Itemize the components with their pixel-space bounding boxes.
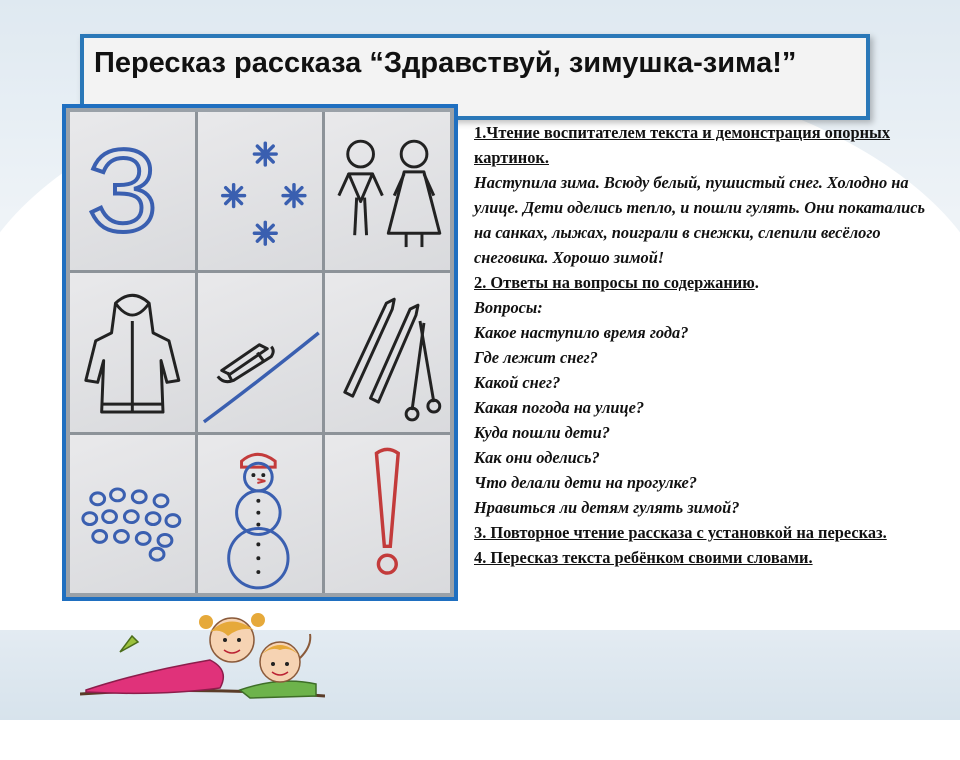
snowflake-icon bbox=[222, 185, 244, 207]
boy-icon bbox=[339, 141, 383, 235]
snowflake-icon bbox=[254, 222, 276, 244]
step3-heading: 3. Повторное чтение рассказа с установкой на пересказ. bbox=[474, 523, 887, 542]
girl-icon bbox=[389, 141, 440, 247]
question-item: Куда пошли дети? bbox=[474, 423, 610, 442]
question-item: Что делали дети на прогулке? bbox=[474, 473, 697, 492]
pictogram-grid bbox=[70, 112, 450, 593]
slide-title: Пересказ рассказа “Здравствуй, зимушка-зима!” bbox=[94, 47, 797, 79]
step2-heading: 2. Ответы на вопросы по содержанию bbox=[474, 273, 755, 292]
snowballs-icon bbox=[83, 489, 180, 560]
instructions-column bbox=[474, 120, 926, 570]
exclamation-icon bbox=[377, 449, 399, 573]
pictogram-panel bbox=[62, 104, 458, 601]
pictogram-children bbox=[325, 112, 450, 270]
step1-heading: 1.Чтение воспитателем текста и демонстрация опорных картинок. bbox=[474, 123, 891, 167]
question-item: Какой снег? bbox=[474, 373, 561, 392]
pictogram-snowballs bbox=[70, 435, 195, 593]
coat-icon bbox=[86, 296, 179, 413]
snowflake-icon bbox=[254, 143, 276, 165]
letter-z-glyph: З bbox=[87, 125, 159, 257]
girl-lying-icon bbox=[86, 613, 265, 693]
pictogram-sled bbox=[198, 273, 323, 431]
question-item: Нравиться ли детям гулять зимой? bbox=[474, 498, 740, 517]
pictogram-skis bbox=[325, 273, 450, 431]
story-text: Наступила зима. Всюду белый, пушистый снег. Холодно на улице. Дети оделись тепло, и пошли гулять. Они покатались на санках, лыжах, поиграли в снежки, слепили весёлого снеговика. Хорошо зимой! bbox=[474, 173, 926, 267]
step4-heading: 4. Пересказ текста ребёнком своими словами. bbox=[474, 548, 813, 567]
snowman-icon bbox=[228, 454, 287, 588]
pictogram-letter-z bbox=[70, 112, 195, 270]
question-item: Как они оделись? bbox=[474, 448, 600, 467]
question-item: Какое наступило время года? bbox=[474, 323, 689, 342]
skis-icon bbox=[345, 300, 440, 421]
question-item: Где лежит снег? bbox=[474, 348, 598, 367]
step2-line bbox=[474, 270, 926, 295]
pictogram-coat bbox=[70, 273, 195, 431]
questions-label: Вопросы: bbox=[474, 298, 543, 317]
question-item: Какая погода на улице? bbox=[474, 398, 645, 417]
step2-dot: . bbox=[754, 273, 759, 292]
pictogram-exclamation bbox=[325, 435, 450, 593]
pictogram-snowflakes bbox=[198, 112, 323, 270]
pictogram-snowman bbox=[198, 435, 323, 593]
children-illustration bbox=[80, 606, 325, 710]
snowflake-icon bbox=[283, 185, 305, 207]
